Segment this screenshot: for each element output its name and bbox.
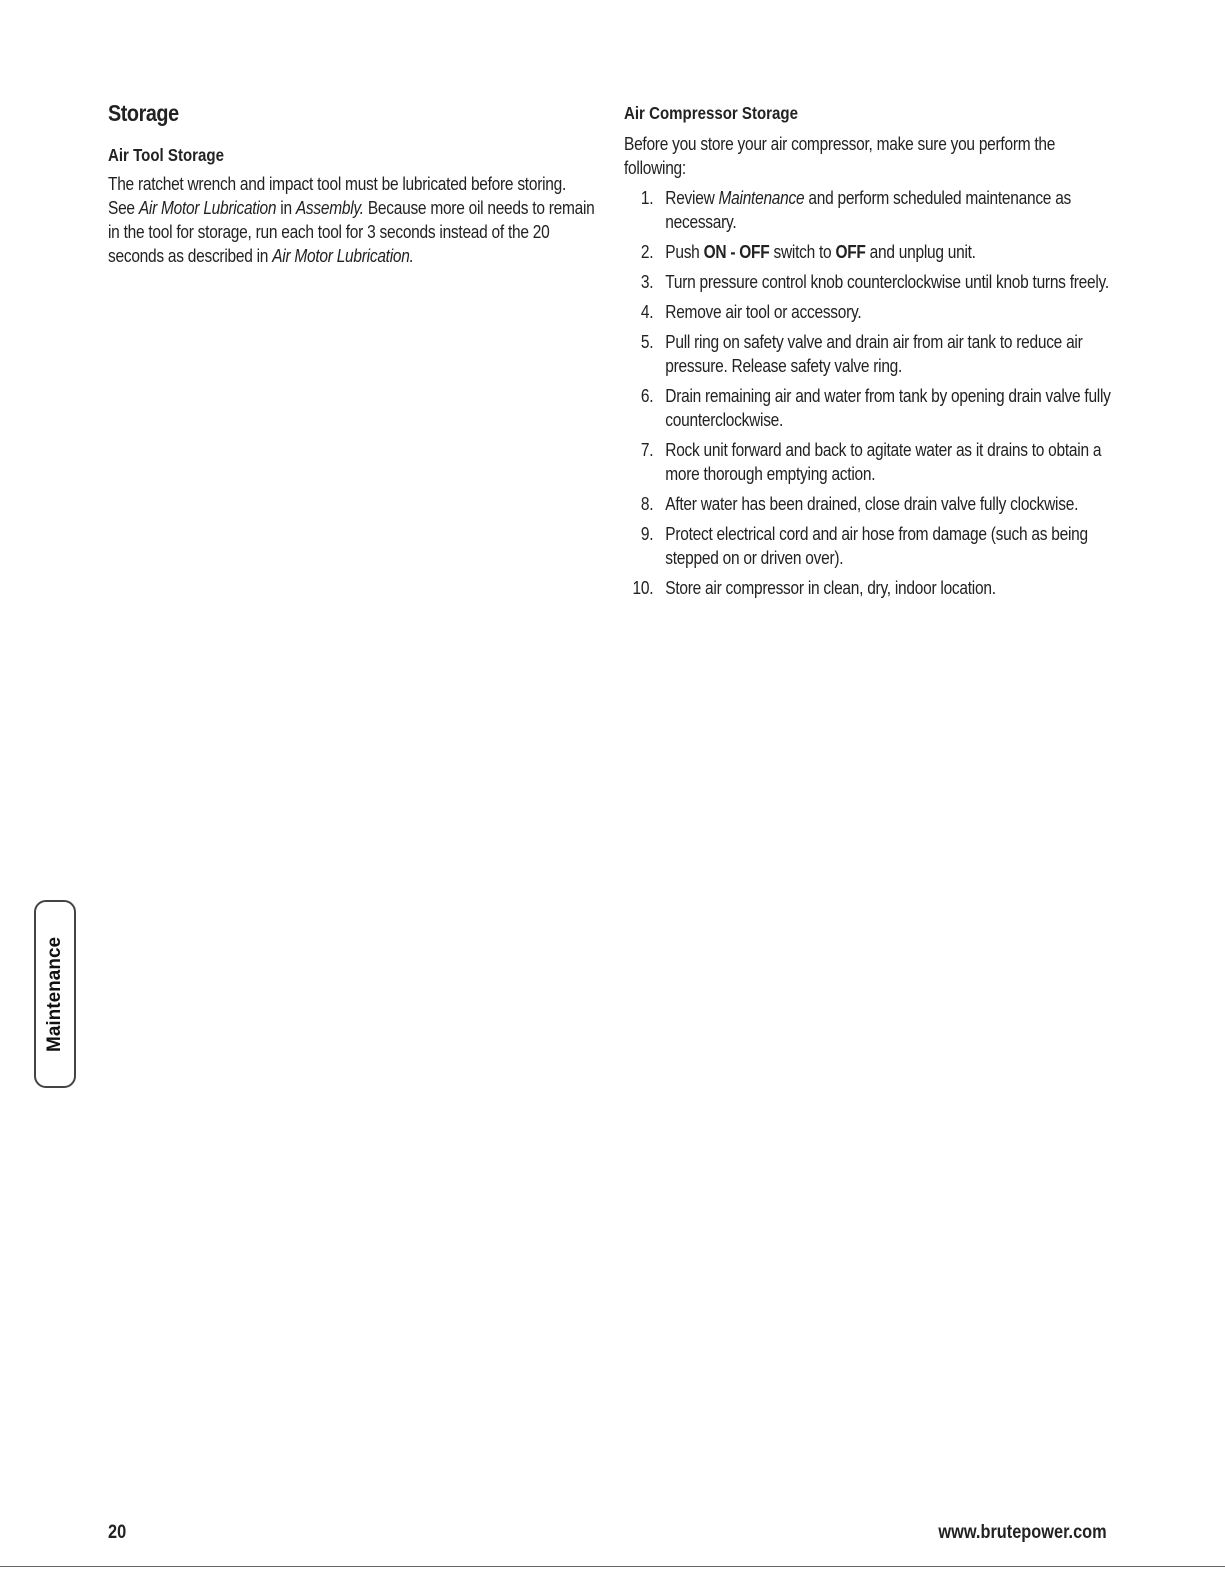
- step-number: 7.: [640, 440, 654, 460]
- list-item: [624, 438, 1113, 486]
- step-number: 9.: [640, 524, 654, 544]
- list-item: [624, 270, 1113, 294]
- step-number: 8.: [640, 494, 654, 514]
- step-number: 10.: [632, 578, 654, 598]
- step-text: Rock unit forward and back to agitate water as it drains to obtain a more thorough emptying action.: [665, 440, 1102, 484]
- side-tab-label: Maintenance: [44, 936, 65, 1052]
- paragraph-text: Because more oil needs to remain in the tool for storage, run each tool for 3 seconds instead of the 20 seconds as described in: [108, 198, 595, 266]
- step-text: Protect electrical cord and air hose from damage (such as being stepped on or driven over).: [665, 524, 1088, 568]
- list-item: [624, 522, 1113, 570]
- step-number: 4.: [640, 302, 654, 322]
- cross-reference: Maintenance: [718, 188, 805, 208]
- list-item: [624, 492, 1113, 516]
- step-text: switch to: [769, 242, 836, 262]
- section-title: Storage: [108, 100, 179, 126]
- cross-reference: Air Motor Lubrication: [138, 198, 277, 218]
- intro-paragraph: Before you store your air compressor, make sure you perform the following:: [624, 134, 1056, 178]
- step-number: 5.: [640, 332, 654, 352]
- switch-state: OFF: [835, 242, 866, 262]
- step-number: 6.: [640, 386, 654, 406]
- cross-reference: Assembly.: [295, 198, 364, 218]
- paragraph-text: in: [276, 198, 296, 218]
- list-item: [624, 240, 1113, 264]
- step-number: 3.: [640, 272, 654, 292]
- list-item: [624, 576, 1113, 600]
- right-column: [624, 100, 1114, 606]
- step-text: Pull ring on safety valve and drain air from air tank to reduce air pressure. Release safety valve ring.: [665, 332, 1083, 376]
- page-number: 20: [108, 1522, 127, 1543]
- step-number: 2.: [640, 242, 654, 262]
- step-text: After water has been drained, close drain valve fully clockwise.: [665, 494, 1079, 514]
- list-item: [624, 300, 1113, 324]
- left-column: [108, 100, 598, 268]
- storage-steps-list: [624, 186, 1113, 600]
- air-tool-storage-heading: Air Tool Storage: [108, 145, 224, 165]
- list-item: [624, 330, 1113, 378]
- step-text: Turn pressure control knob counterclockwise until knob turns freely.: [665, 272, 1109, 292]
- step-text: Remove air tool or accessory.: [665, 302, 862, 322]
- step-text: and unplug unit.: [865, 242, 976, 262]
- paragraph-text: The ratchet wrench and impact tool must be lubricated before storing. See: [108, 174, 567, 218]
- list-item: [624, 186, 1113, 234]
- step-text: Drain remaining air and water from tank by opening drain valve fully counterclockwise.: [665, 386, 1111, 430]
- page-bottom-rule: [0, 1566, 1225, 1567]
- step-number: 1.: [640, 188, 654, 208]
- footer-url: www.brutepower.com: [938, 1522, 1107, 1543]
- cross-reference: Air Motor Lubrication.: [272, 246, 414, 266]
- list-item: [624, 384, 1113, 432]
- step-text: Review: [665, 188, 719, 208]
- switch-label: ON - OFF: [703, 242, 770, 262]
- step-text: and perform scheduled maintenance as necessary.: [665, 188, 1072, 232]
- step-text: Push: [665, 242, 704, 262]
- step-text: Store air compressor in clean, dry, indoor location.: [665, 578, 996, 598]
- air-compressor-storage-heading: Air Compressor Storage: [624, 103, 798, 123]
- air-tool-storage-paragraph: [108, 172, 597, 268]
